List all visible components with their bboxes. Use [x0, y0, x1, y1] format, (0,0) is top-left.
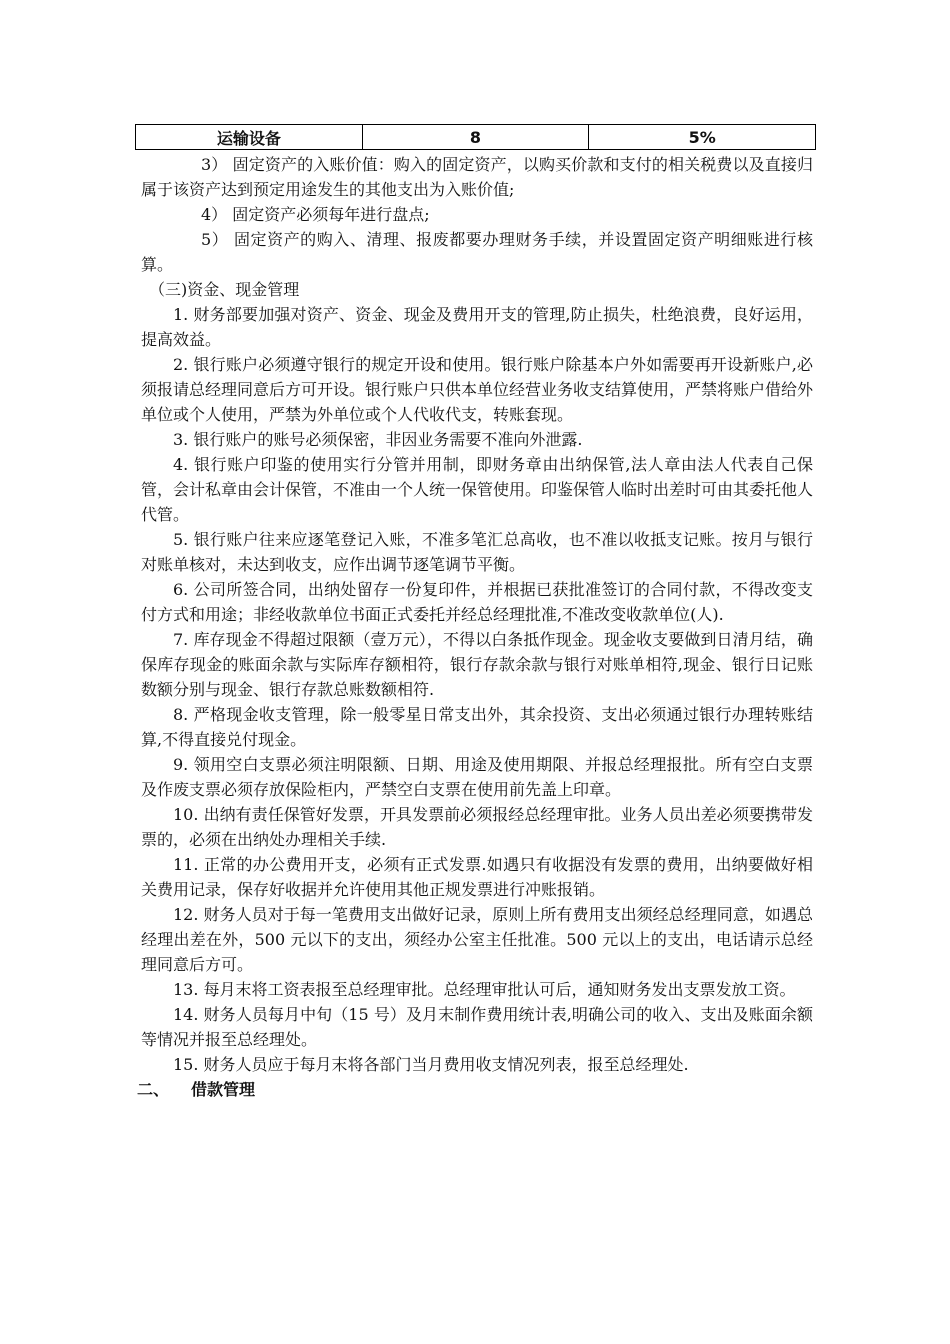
subsection-heading: （三)资金、现金管理	[149, 280, 300, 299]
list-item: 5. 银行账户往来应逐笔登记入账，不准多笔汇总高收，也不准以收抵支记账。按月与银行对账单核对，未达到收支，应作出调节逐笔调节平衡。	[141, 530, 813, 574]
list-item: 2. 银行账户必须遵守银行的规定开设和使用。银行账户除基本户外如需要再开设新账户,必须报请总经理同意后方可开设。银行账户只供本单位经营业务收支结算使用，严禁将账户借给外单位或个人使用，严禁为外单位或个人代收代支，转账套现。	[141, 355, 814, 424]
list-item: 10. 出纳有责任保管好发票，开具发票前必须报经总经理审批。业务人员出差必须要携带发票的，必须在出纳处办理相关手续.	[141, 805, 813, 849]
list-item: 14. 财务人员每月中旬（15 号）及月末制作费用统计表,明确公司的收入、支出及账面余额等情况并报至总经理处。	[141, 1005, 813, 1049]
fixed-asset-item-5: 5） 固定资产的购入、清理、报废都要办理财务手续，并设置固定资产明细账进行核算。	[141, 230, 813, 274]
list-item: 15. 财务人员应于每月末将各部门当月费用收支情况列表，报至总经理处.	[173, 1055, 689, 1074]
list-item: 11. 正常的办公费用开支，必须有正式发票.如遇只有收据没有发票的费用，出纳要做好相关费用记录，保存好收据并允许使用其他正规发票进行冲账报销。	[141, 855, 813, 899]
table-cell-asset-type: 运输设备	[136, 125, 363, 150]
list-item: 3. 银行账户的账号必须保密，非因业务需要不准向外泄露.	[173, 430, 583, 449]
document-body	[137, 152, 814, 1102]
list-item: 12. 财务人员对于每一笔费用支出做好记录，原则上所有费用支出须经总经理同意，如遇总经理出差在外，500 元以下的支出，须经办公室主任批准。500 元以上的支出，电话请示总经理同意后方可。	[141, 905, 813, 974]
section-number: 二、	[137, 1080, 170, 1099]
section-heading	[137, 1077, 813, 1102]
table-cell-residual-rate: 5%	[589, 125, 816, 150]
table-cell-years: 8	[362, 125, 589, 150]
list-item: 6. 公司所签合同，出纳处留存一份复印件，并根据已获批准签订的合同付款，不得改变支付方式和用途；非经收款单位书面正式委托并经总经理批准,不准改变收款单位(人).	[141, 580, 813, 624]
fixed-asset-item-4: 4） 固定资产必须每年进行盘点;	[201, 205, 430, 224]
list-item: 13. 每月末将工资表报至总经理审批。总经理审批认可后，通知财务发出支票发放工资。	[173, 980, 796, 999]
list-item: 7. 库存现金不得超过限额（壹万元），不得以白条抵作现金。现金收支要做到日清月结，确保库存现金的账面余款与实际库存额相符，银行存款余款与银行对账单相符,现金、银行日记账数额分别与现金、银行存款总账数额相符.	[141, 630, 813, 699]
list-item: 8. 严格现金收支管理，除一般零星日常支出外，其余投资、支出必须通过银行办理转账结算,不得直接兑付现金。	[141, 705, 813, 749]
list-item: 1. 财务部要加强对资产、资金、现金及费用开支的管理,防止损失，杜绝浪费，良好运用，提高效益。	[141, 305, 813, 349]
list-item: 9. 领用空白支票必须注明限额、日期、用途及使用期限、并报总经理报批。所有空白支票及作废支票必须存放保险柜内，严禁空白支票在使用前先盖上印章。	[141, 755, 813, 799]
fixed-asset-item-3: 3） 固定资产的入账价值：购入的固定资产，以购买价款和支付的相关税费以及直接归属于该资产达到预定用途发生的其他支出为入账价值;	[141, 155, 813, 199]
section-title: 借款管理	[191, 1080, 256, 1099]
table-row	[136, 125, 816, 150]
depreciation-table	[135, 124, 816, 150]
list-item: 4. 银行账户印鉴的使用实行分管并用制，即财务章由出纳保管,法人章由法人代表自己保管，会计私章由会计保管，不准由一个人统一保管使用。印鉴保管人临时出差时可由其委托他人代管。	[141, 455, 814, 524]
